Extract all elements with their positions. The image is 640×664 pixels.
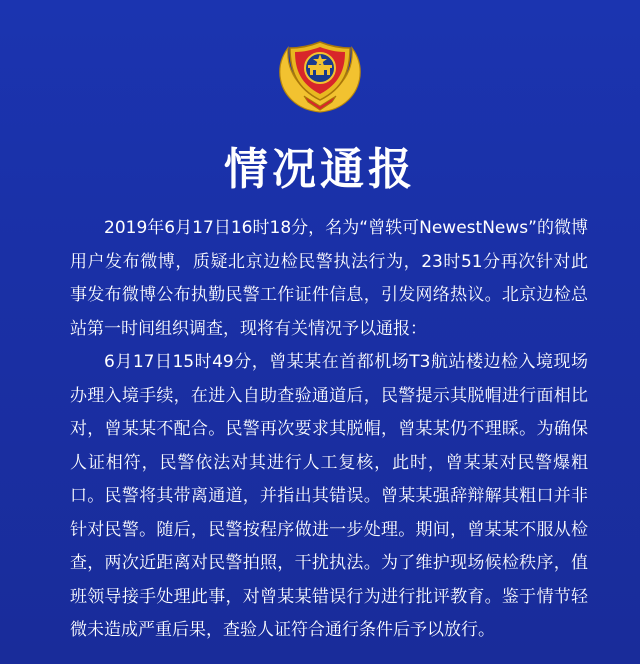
page-title: 情况通报 bbox=[224, 144, 416, 195]
paragraph-details: 6月17日15时49分，曾某某在首都机场T3航站楼边检入境现场办理入境手续，在进入自助查验通道后，民警提示其脱帽进行面相比对，曾某某不配合。民警再次要求其脱帽，曾某某仍不理睬。为确保人证相符，民警依法对其进行人工复核，此时，曾某某对民警爆粗口。民警将其带离通道，并指出其错误。曾某某强辞辩解其粗口并非针对民警。随后，民警按程序做进一步处理。期间，曾某某不服从检查，两次近距离对民警拍照，干扰执法。为了维护现场候检秩序，值班领导接手处理此事，对曾某某错误行为进行批评教育。鉴于情节轻微未造成严重后果，查验人证符合通行条件后予以放行。 bbox=[70, 352, 588, 640]
police-badge-icon bbox=[268, 36, 372, 116]
paragraph-intro: 2019年6月17日16时18分，名为“曾轶可NewestNews”的微博用户发布微博，质疑北京边检民警执法行为，23时51分再次针对此事发布微博公布执勤民警工作证件信息，引发网络热议。北京边检总站第一时间组织调查，现将有关情况予以通报： bbox=[70, 218, 588, 339]
report-body bbox=[70, 212, 588, 648]
